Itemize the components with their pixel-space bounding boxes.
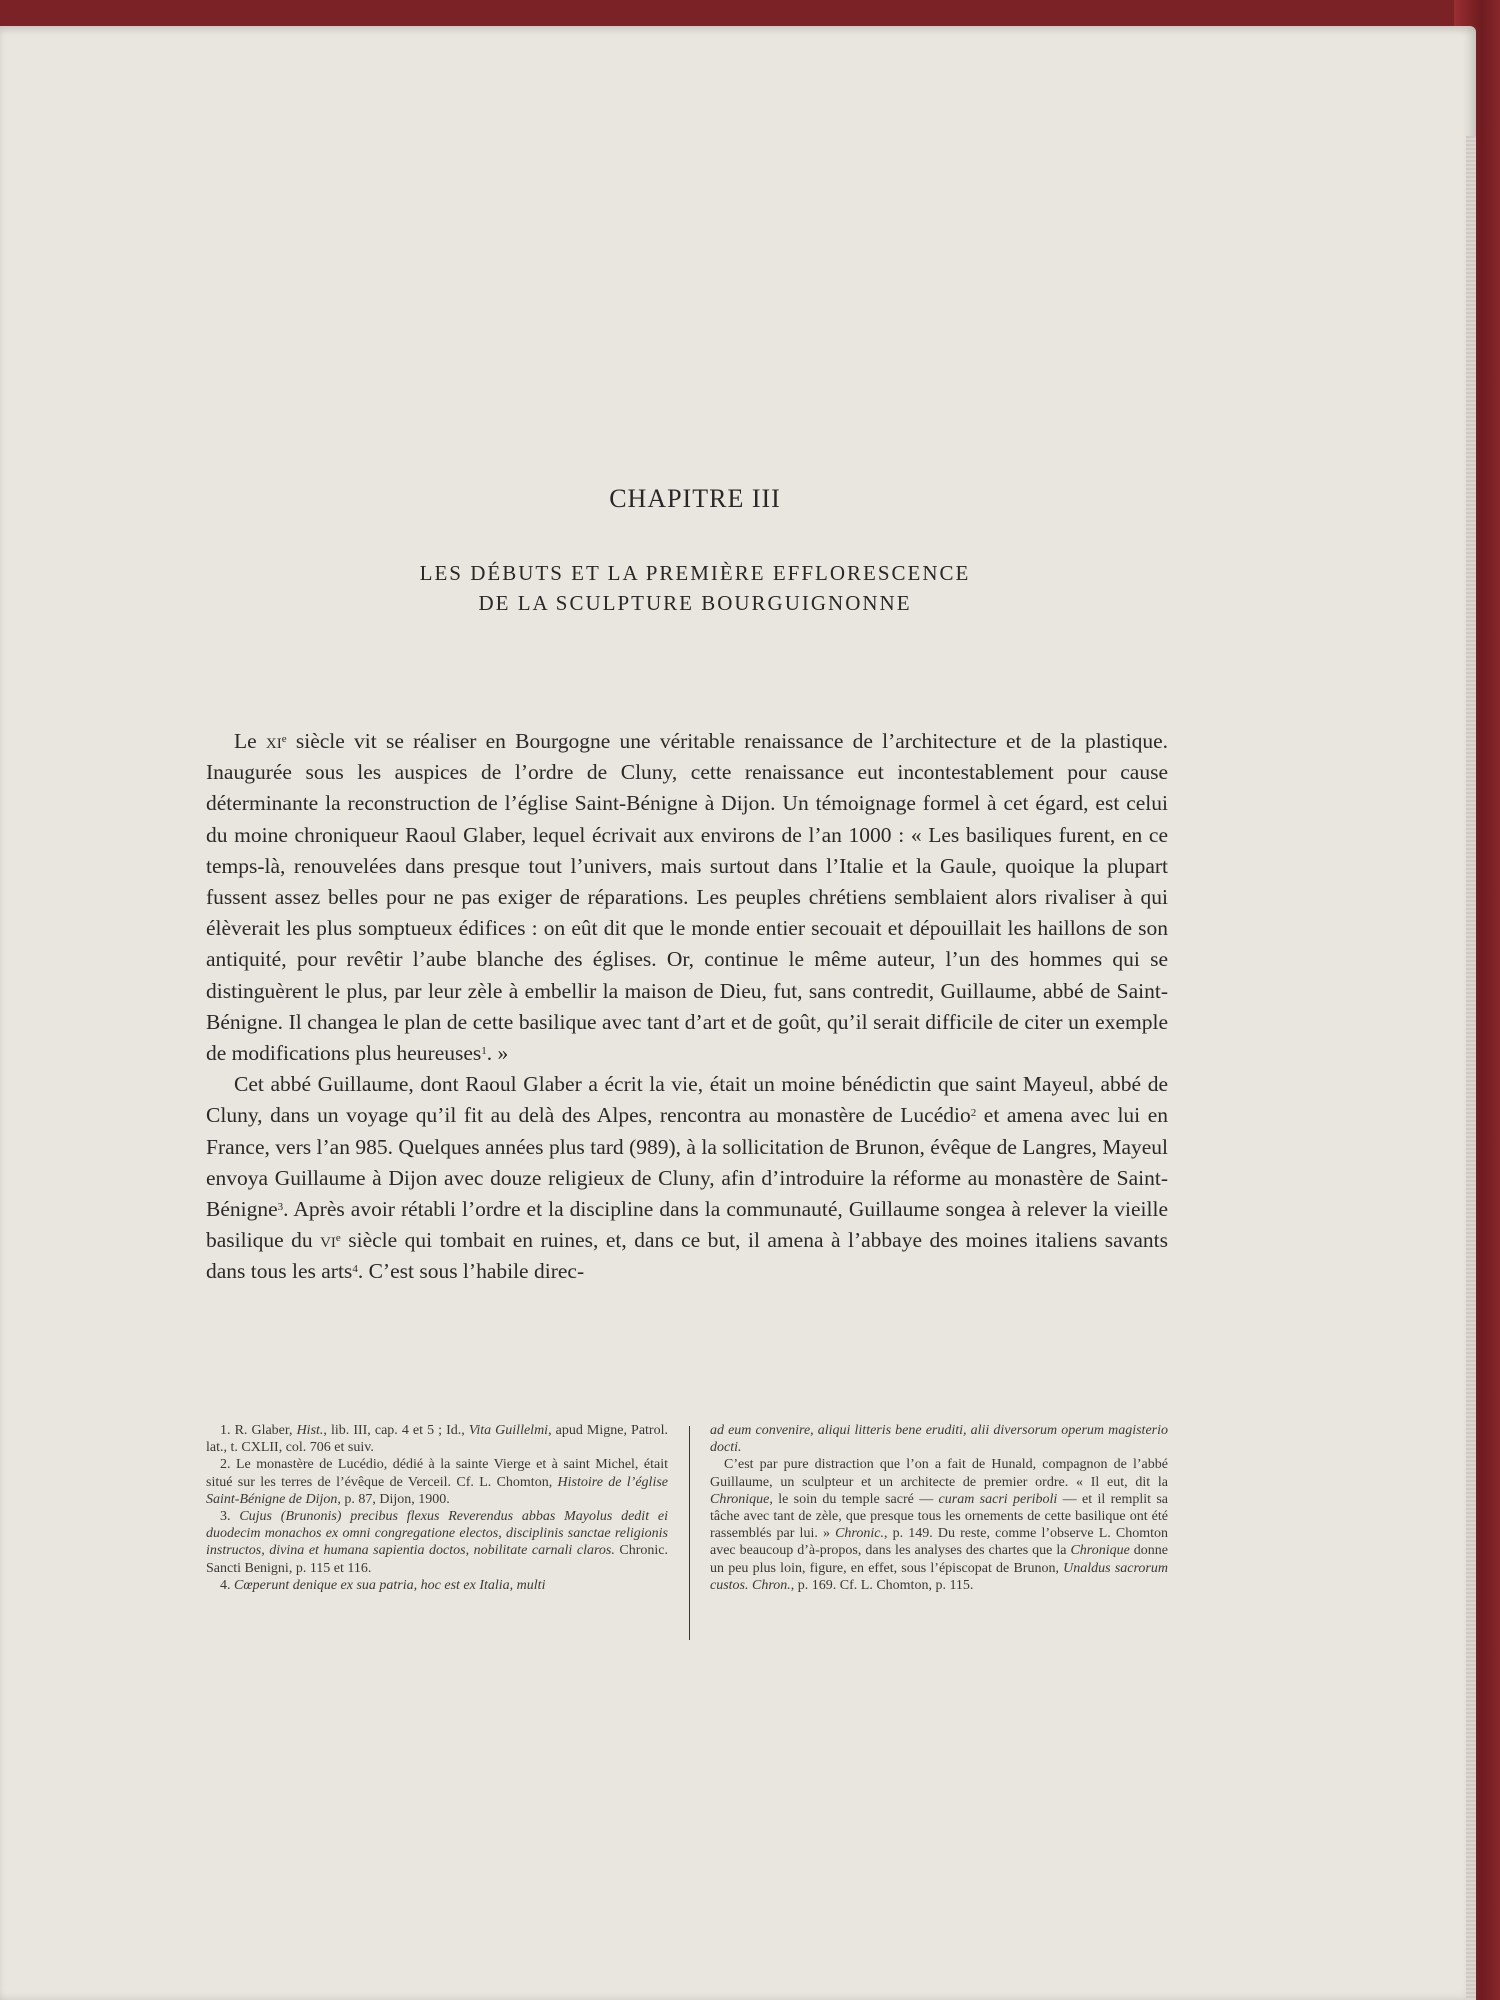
italic-run: Cujus (Brunonis) precibus flexus Reverendus abbas Mayolus dedit ei duodecim monachos ex omni congregatione electos, disciplinis sanctae religionis instructos, divina et humana sapientia doctos, nobilitate carnali claros. [206, 1509, 669, 1559]
text-run: , p. 169. Cf. L. Chomton, p. 115. [790, 1577, 974, 1593]
footnote-ref-4[interactable]: 4 [352, 1263, 358, 1276]
body-text [206, 726, 1168, 1288]
page-edges [1466, 136, 1476, 2000]
text-run: 4. [220, 1577, 234, 1593]
text-run: 2. Le monastère de Lucédio, dédié à la sainte Vierge et à saint Michel, était situé sur les terres de l’évêque de Verceil. Cf. L. Chomton, [206, 1457, 668, 1490]
italic-run: Vita Guillelmi [468, 1423, 549, 1438]
superscript: e [281, 733, 287, 745]
text-run: 3. [220, 1509, 240, 1525]
text-run: . Après avoir rétabli l’ordre et la discipline dans la communauté, Guillaume songea à relever la vieille basilique du [206, 1197, 1168, 1253]
footnotes-right-column [710, 1422, 1168, 1594]
footnote-2 [206, 1456, 668, 1508]
text-run: , p. 87, Dijon, 1900. [337, 1491, 450, 1507]
century-numeral: vi [320, 1228, 336, 1253]
footnote-3 [206, 1508, 668, 1577]
italic-run: Unaldus sacrorum custos. Chron. [710, 1560, 1168, 1593]
subtitle-line-1: LES DÉBUTS ET LA PREMIÈRE EFFLORESCENCE [419, 561, 971, 585]
text-run: 1. R. Glaber, [220, 1423, 297, 1438]
text-run: et amena avec lui en France, vers l’an 985. Quelques années plus tard (989), à la sollicitation de Brunon, évêque de Langres, Mayeul envoya Guillaume à Dijon avec douze religieux de Cluny, afin d’introduire la réforme au monastère de Saint-Bénigne [206, 1103, 1168, 1222]
book-page [0, 26, 1476, 2000]
italic-run: curam sacri periboli [938, 1491, 1058, 1507]
subtitle-line-2: DE LA SCULPTURE BOURGUIGNONNE [478, 591, 912, 615]
footnote-4-continued [710, 1422, 1168, 1456]
text-run: , le soin du temple sacré — [769, 1491, 939, 1507]
text-run: , apud Migne, Patrol. lat., t. CXLII, col. 706 et suiv. [206, 1423, 668, 1456]
footnote-4 [206, 1577, 668, 1594]
text-run: Cet abbé Guillaume, dont Raoul Glaber a écrit la vie, était un moine bénédictin que saint Mayeul, abbé de Cluny, dans un voyage qu’il fit au delà des Alpes, rencontra au monastère de Lucédio [206, 1072, 1168, 1128]
century-numeral: xi [265, 729, 282, 753]
text-run: donne un peu plus loin, figure, en effet, sous l’épiscopat de Brunon, [710, 1543, 1168, 1576]
italic-run: Chronic. [835, 1526, 884, 1542]
text-run: . C’est sous l’habile direc- [357, 1259, 585, 1284]
italic-run: Chronique [1070, 1543, 1130, 1559]
paragraph-2 [206, 1069, 1168, 1287]
text-run: Le [234, 729, 266, 753]
chapter-title: CHAPITRE III [609, 484, 781, 513]
footnote-1 [206, 1422, 668, 1456]
italic-run: ad eum convenire, aliqui litteris bene eruditi, alii diversorum operum magisterio docti. [710, 1423, 1168, 1456]
text-run: C’est par pure distraction que l’on a fait de Hunald, compagnon de l’abbé Guillaume, un sculpteur et un architecte de premier ordre. « Il eut, dit la [710, 1457, 1168, 1490]
italic-run: Chronique [710, 1491, 770, 1507]
italic-run: Hist. [296, 1423, 324, 1438]
text-run: — et il remplit sa tâche avec tant de zèle, que presque tous les ornements de cette basilique ont été rassemblés par lui. » [710, 1491, 1168, 1542]
footnotes-left-column [206, 1422, 668, 1594]
text-run: Chronic. Sancti Benigni, p. 115 et 116. [206, 1543, 669, 1576]
footnote-ref-3[interactable]: 3 [277, 1201, 284, 1214]
text-run: siècle qui tombait en ruines, et, dans ce but, il amena à l’abbaye des moines italiens savants dans tous les arts [206, 1228, 1168, 1284]
footnote-4-commentary [710, 1456, 1168, 1594]
italic-run: Histoire de l’église Saint-Bénigne de Dijon [206, 1474, 669, 1507]
footnote-ref-1[interactable]: 1 [481, 1045, 487, 1058]
text-run: siècle vit se réaliser en Bourgogne une véritable renaissance de l’architecture et de la plastique. Inaugurée sous les auspices de l’ordre de Cluny, cette renaissance eut incontestablement pour cause déterminante la reconstruction de l’église Saint-Bénigne à Dijon. Un témoignage formel à cet égard, est celui du moine chroniqueur Raoul Glaber, lequel écrivait aux environs de l’an 1000 : « Les basiliques furent, en ce temps-là, renouvelées dans presque tout l’univers, mais surtout dans l’Italie et la Gaule, quoique la plupart fussent assez belles pour ne pas exiger de réparations. Les peuples chrétiens semblaient alors rivaliser à qui élèverait les plus somptueux édifices : on eût dit que le monde entier secouait et dépouillait les haillons de son antiquité, pour revêtir l’aube blanche des églises. Or, continue le même auteur, l’un des hommes qui se distinguèrent le plus, par leur zèle à embellir la maison de Dieu, fut, sans contredit, Guillaume, abbé de Saint-Bénigne. Il changea le plan de cette basilique avec tant d’art et de goût, qu’il serait difficile de citer un exemple de modifications plus heureuses [206, 729, 1168, 1066]
footnote-column-divider [689, 1426, 690, 1640]
footnote-ref-2[interactable]: 2 [970, 1107, 977, 1120]
text-run: , lib. III, cap. 4 et 5 ; Id., [323, 1423, 469, 1438]
italic-run: Cœperunt denique ex sua patria, hoc est ex Italia, multi [234, 1577, 546, 1593]
superscript: e [335, 1232, 341, 1245]
text-run: , p. 149. Du reste, comme l’observe L. Chomton avec beaucoup d’à-propos, dans les analyses des chartes que la [710, 1526, 1168, 1559]
text-run: . » [486, 1041, 509, 1066]
chapter-subtitle [0, 558, 1390, 618]
paragraph-1 [206, 726, 1168, 1069]
